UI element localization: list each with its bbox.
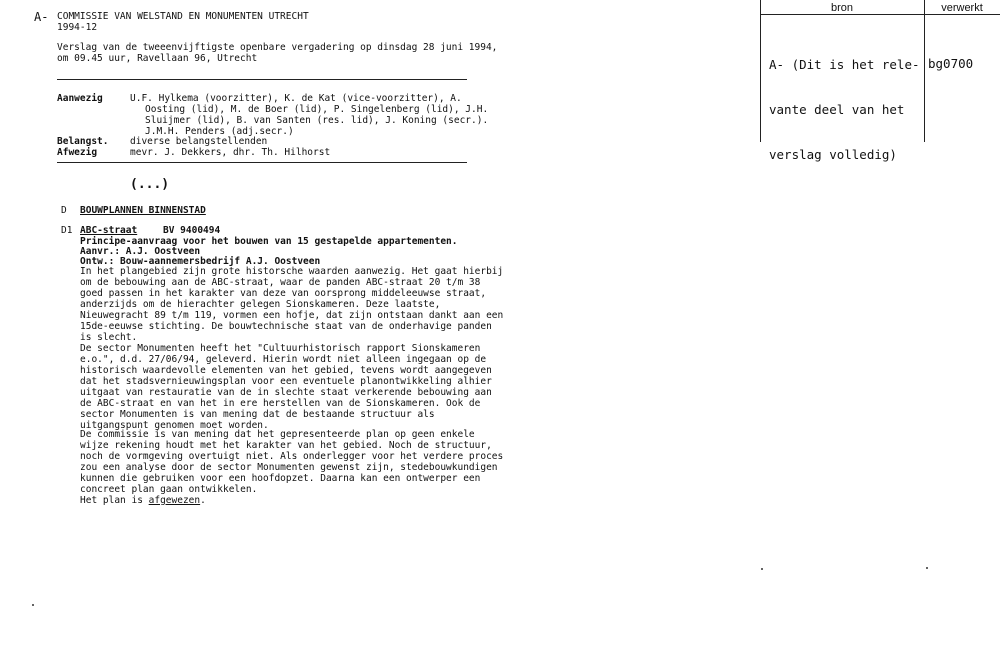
column-header-bron: bron — [830, 2, 854, 14]
p1-line: dat het stadsvernieuwingsplan voor een eventuele planontwikkeling alhier — [80, 376, 492, 387]
bron-note-line: A- (Dit is het rele- — [769, 57, 920, 72]
p2-line: De commissie is van mening dat het gepresenteerde plan op geen enkele — [80, 429, 475, 440]
item-applicant: Aanvr.: A.J. Oostveen — [80, 246, 201, 257]
table-column-divider — [924, 0, 925, 142]
divider-top — [57, 79, 467, 80]
p1-line: In het plangebied zijn grote historsche waarden aanwezig. Het gaat hierbij — [80, 266, 504, 277]
item-designer: Ontw.: Bouw-aannemersbedrijf A.J. Oostveen — [80, 256, 321, 267]
verwerkt-code: bg0700 — [928, 56, 974, 71]
p1-line: uitgangspunt genomen moet worden. — [80, 420, 269, 431]
afwezig-label: Afwezig — [57, 147, 98, 158]
p1-line: historisch waardevolle elementen van het gebied, tevens wordt aangegeven — [80, 365, 492, 376]
scan-speck — [32, 604, 34, 606]
p1-line: sector Monumenten is van mening dat de bestaande structuur als — [80, 409, 435, 420]
p1-line: e.o.", d.d. 27/06/94, geleverd. Hierin wordt niet alleen ingegaan op de — [80, 354, 487, 365]
p1-line: Nieuwegracht 89 t/m 119, vormen een hofje, dat zijn ontstaan dankt aan een — [80, 310, 504, 321]
table-left-border — [760, 0, 761, 142]
aanwezig-label: Aanwezig — [57, 93, 103, 104]
verdict-prefix: Het plan is — [80, 495, 149, 506]
item-code: D1 — [61, 225, 73, 236]
intro-line-1: Verslag van de tweeenvijftigste openbare vergadering op dinsdag 28 juni 1994, — [57, 42, 498, 53]
scan-speck — [761, 568, 763, 570]
aanwezig-line-3: Sluijmer (lid), B. van Santen (res. lid), J. Koning (secr.). — [145, 115, 489, 126]
verdict-suffix: . — [200, 495, 206, 506]
p2-line: kunnen die gebruiken voor een hoofdopzet. Daarna kan een ontwerper een — [80, 473, 481, 484]
afwezig-value: mevr. J. Dekkers, dhr. Th. Hilhorst — [130, 147, 331, 158]
p1-line: De sector Monumenten heeft het "Cultuurhistorisch rapport Sionskameren — [80, 343, 481, 354]
section-letter: D — [61, 205, 67, 216]
scan-speck — [926, 567, 928, 569]
p2-line: concreet plan gaan ontwikkelen. — [80, 484, 258, 495]
document-year: 1994-12 — [57, 22, 98, 33]
item-reference: BV 9400494 — [163, 225, 221, 236]
organization-title: COMMISSIE VAN WELSTAND EN MONUMENTEN UTRECHT — [57, 11, 309, 22]
p1-line: goed passen in het karakter van deze van oorsprong middeleeuwse straat, — [80, 288, 487, 299]
p2-line: noch de vormgeving overtuigt niet. Als onderlegger voor het verdere proces — [80, 451, 504, 462]
aanwezig-line-4: J.M.H. Penders (adj.secr.) — [145, 126, 294, 137]
p1-line: 15de-eeuwse stichting. De bouwtechnische staat van de onderhavige panden — [80, 321, 492, 332]
p1-line: is slecht. — [80, 332, 138, 343]
p1-line: anderzijds om de hierachter gelegen Sionskameren. Deze laatste, — [80, 299, 441, 310]
column-header-verwerkt: verwerkt — [941, 2, 983, 14]
bron-note-line: vante deel van het — [769, 102, 905, 117]
bron-note — [769, 27, 920, 177]
bron-note-line: verslag volledig) — [769, 147, 897, 162]
p2-line: wijze rekening houdt met het karakter van het gebied. Noch de structuur, — [80, 440, 492, 451]
p1-line: om de bebouwing aan de ABC-straat, waar de panden ABC-straat 20 t/m 38 — [80, 277, 481, 288]
p1-line: uitgaat van restauratie van de in slechte staat verkerende bebouwing aan — [80, 387, 492, 398]
verdict-line — [80, 495, 206, 506]
margin-mark: A- — [34, 10, 49, 24]
table-header-rule — [760, 14, 1000, 15]
section-title: BOUWPLANNEN BINNENSTAD — [80, 205, 206, 216]
aanwezig-line-1: U.F. Hylkema (voorzitter), K. de Kat (vice-voorzitter), A. — [130, 93, 462, 104]
p1-line: de ABC-straat en van het in ere herstellen van de Sionskameren. Ook de — [80, 398, 481, 409]
aanwezig-line-2: Oosting (lid), M. de Boer (lid), P. Singelenberg (lid), J.H. — [145, 104, 489, 115]
belangst-label: Belangst. — [57, 136, 109, 147]
belangst-value: diverse belangstellenden — [130, 136, 268, 147]
ellipsis: (...) — [130, 177, 170, 192]
p2-line: zou een analyse door de sector Monumenten gewenst zijn, stedebouwkundigen — [80, 462, 498, 473]
item-subject: Principe-aanvraag voor het bouwen van 15 gestapelde appartementen. — [80, 236, 458, 247]
paragraph-1 — [80, 266, 503, 431]
paragraph-2 — [80, 429, 503, 495]
item-street: ABC-straat — [80, 225, 138, 236]
divider-bottom — [57, 162, 467, 163]
intro-line-2: om 09.45 uur, Ravellaan 96, Utrecht — [57, 53, 258, 64]
verdict-word: afgewezen — [148, 495, 201, 506]
